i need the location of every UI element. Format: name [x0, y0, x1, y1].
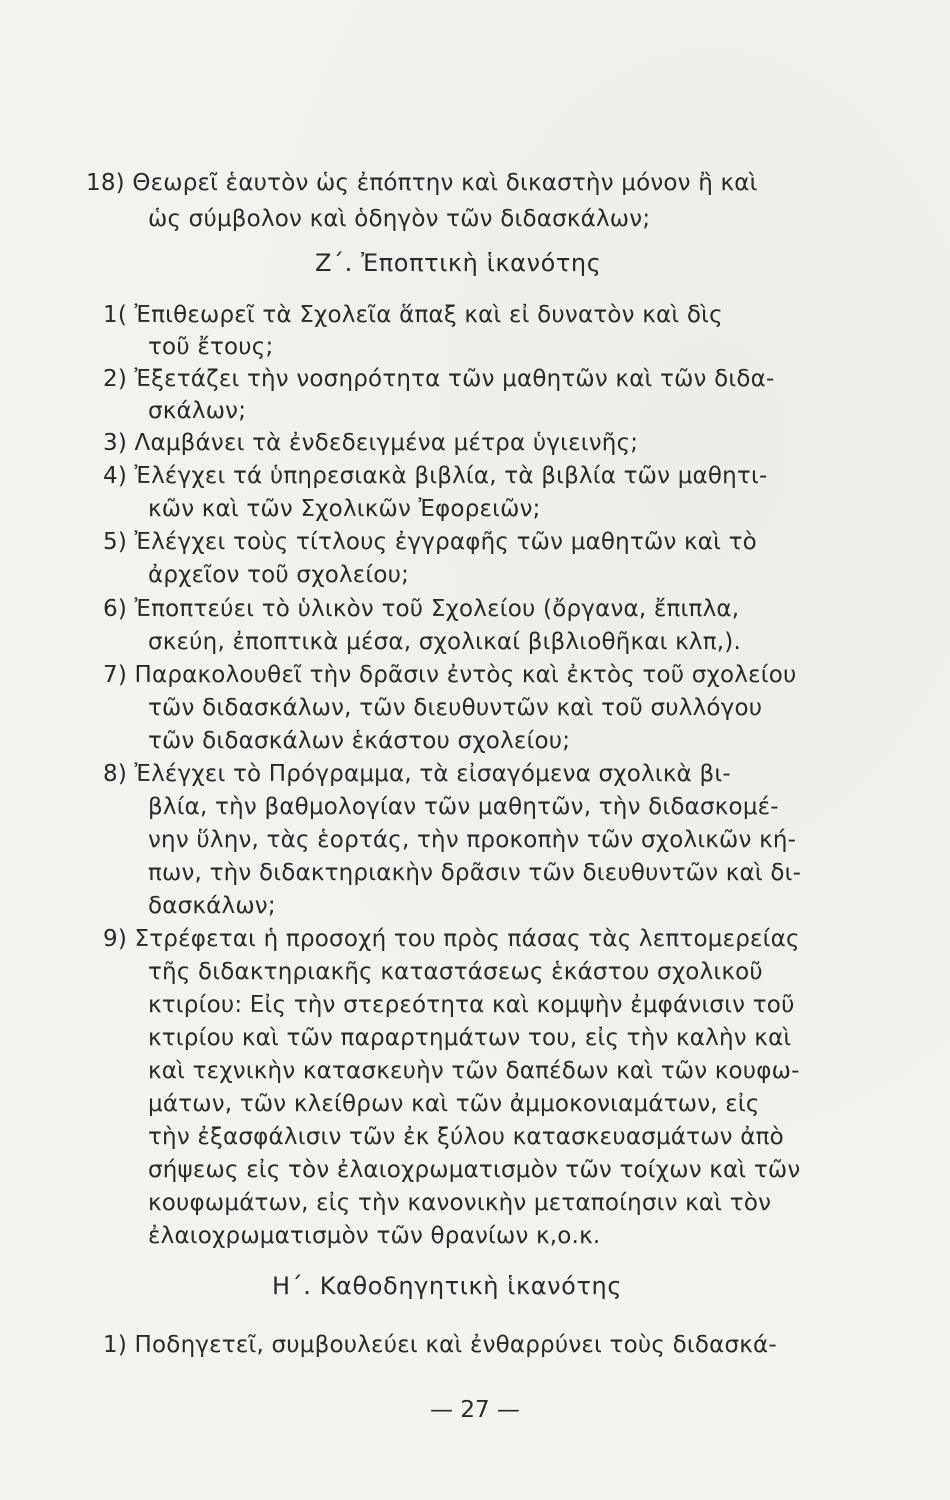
item-18-line-1 — [86, 168, 758, 198]
z-item-1-text-1: Ἐπιθεωρεῖ τὰ Σχολεῖα ἅπαξ καὶ εἰ δυνατὸν καὶ δὶς — [134, 302, 723, 328]
z-item-8-line-3: νην ὕλην, τὰς ἑορτάς, τὴν προκοπὴν τῶν σχολικῶν κή- — [148, 827, 797, 853]
z-item-9-line-10: ἐλαιοχρωματισμὸν τῶν θρανίων κ,ο.κ. — [148, 1223, 601, 1249]
z-item-9-line-2: τῆς διδακτηριακῆς καταστάσεως ἑκάστου σχολικοῦ — [148, 959, 763, 985]
z-item-9-number: 9) — [103, 926, 128, 952]
section-h-heading: Η΄. Καθοδηγητικὴ ἱκανότης — [272, 1272, 623, 1300]
item-18-text-1: Θεωρεῖ ἑαυτὸν ὡς ἐπόπτην καὶ δικαστὴν μόνον ἢ καὶ — [132, 170, 758, 196]
item-18-line-2: ὡς σύμβολον καὶ ὁδηγὸν τῶν διδασκάλων; — [148, 206, 651, 232]
z-item-3-line-1 — [103, 428, 638, 458]
z-item-5-line-1 — [103, 527, 757, 557]
z-item-1-line-1 — [103, 300, 723, 330]
z-item-3-text-1: Λαμβάνει τὰ ἐνδεδειγμένα μέτρα ὑγιεινῆς; — [134, 430, 639, 456]
z-item-8-line-1 — [103, 759, 731, 789]
z-item-8-number: 8) — [103, 761, 128, 787]
z-item-9-line-5: καὶ τεχνικὴν κατασκευὴν τῶν δαπέδων καὶ τῶν κουφω- — [148, 1058, 800, 1084]
z-item-5-line-2: ἀρχεῖον τοῦ σχολείου; — [148, 562, 410, 588]
z-item-2-text-1: Ἐξετάζει τὴν νοσηρότητα τῶν μαθητῶν καὶ τῶν διδα- — [134, 366, 775, 392]
h-item-1-text-1: Ποδηγετεῖ, συμβουλεύει καὶ ἐνθαρρύνει τοὺς διδασκά- — [134, 1332, 777, 1358]
z-item-9-line-3: κτιρίου: Εἰς τὴν στερεότητα καὶ κομψὴν ἐμφάνισιν τοῦ — [148, 992, 795, 1018]
z-item-9-line-4: κτιρίου καὶ τῶν παραρτημάτων του, εἰς τὴν καλὴν καὶ — [148, 1025, 792, 1051]
z-item-9-line-9: κουφωμάτων, εἰς τὴν κανονικὴν μεταποίησιν καὶ τὸν — [148, 1190, 772, 1216]
z-item-7-text-1: Παρακολουθεῖ τὴν δρᾶσιν ἐντὸς καὶ ἐκτὸς τοῦ σχολείου — [134, 662, 797, 688]
h-item-1-line-1 — [103, 1330, 777, 1360]
z-item-5-number: 5) — [103, 529, 128, 555]
z-item-8-line-5: δασκάλων; — [148, 893, 276, 919]
z-item-9-line-1 — [103, 924, 800, 954]
z-item-2-number: 2) — [103, 366, 128, 392]
z-item-7-line-3: τῶν διδασκάλων ἑκάστου σχολείου; — [148, 728, 571, 754]
h-item-1-number: 1) — [103, 1332, 128, 1358]
z-item-6-text-1: Ἐποπτεύει τὸ ὑλικὸν τοῦ Σχολείου (ὄργανα, ἔπιπλα, — [134, 596, 740, 622]
page-number: — 27 — — [430, 1397, 520, 1423]
z-item-6-line-1 — [103, 594, 739, 624]
z-item-8-line-4: πων, τὴν διδακτηριακὴν δρᾶσιν τῶν διευθυντῶν καὶ δι- — [148, 860, 802, 886]
z-item-4-text-1: Ἐλέγχει τά ὑπηρεσιακὰ βιβλία, τὰ βιβλία τῶν μαθητι- — [134, 463, 768, 489]
z-item-4-line-2: κῶν καὶ τῶν Σχολικῶν Ἐφορειῶν; — [148, 496, 541, 522]
z-item-8-line-2: βλία, τὴν βαθμολογίαν τῶν μαθητῶν, τὴν διδασκομέ- — [148, 794, 779, 820]
z-item-1-number: 1( — [103, 302, 128, 328]
z-item-9-line-8: σήψεως εἰς τὸν ἐλαιοχρωματισμὸν τῶν τοίχων καὶ τῶν — [148, 1157, 801, 1183]
section-z-heading: Ζ΄. Ἐποπτικὴ ἱκανότης — [315, 249, 602, 277]
z-item-6-number: 6) — [103, 596, 128, 622]
z-item-9-line-7: τὴν ἐξασφάλισιν τῶν ἐκ ξύλου κατασκευασμάτων ἀπὸ — [148, 1124, 784, 1150]
z-item-9-line-6: μάτων, τῶν κλείθρων καὶ τῶν ἀμμοκονιαμάτων, εἰς — [148, 1091, 760, 1117]
z-item-1-line-2: τοῦ ἔτους; — [148, 334, 274, 360]
z-item-7-line-1 — [103, 660, 797, 690]
z-item-3-number: 3) — [103, 430, 128, 456]
z-item-4-number: 4) — [103, 463, 128, 489]
z-item-7-number: 7) — [103, 662, 128, 688]
z-item-7-line-2: τῶν διδασκάλων, τῶν διευθυντῶν καὶ τοῦ συλλόγου — [148, 695, 763, 721]
z-item-4-line-1 — [103, 461, 767, 491]
z-item-9-text-1: Στρέφεται ἡ προσοχή του πρὸς πάσας τὰς λεπτομερείας — [134, 926, 800, 952]
item-18-number: 18) — [86, 170, 125, 196]
z-item-8-text-1: Ἐλέγχει τὸ Πρόγραμμα, τὰ εἰσαγόμενα σχολικὰ βι- — [134, 761, 731, 787]
z-item-2-line-2: σκάλων; — [148, 398, 247, 424]
z-item-2-line-1 — [103, 364, 775, 394]
z-item-6-line-2: σκεύη, ἐποπτικὰ μέσα, σχολικαί βιβλιοθῆκαι κλπ,). — [148, 629, 741, 655]
z-item-5-text-1: Ἐλέγχει τοὺς τίτλους ἐγγραφῆς τῶν μαθητῶν καὶ τὸ — [134, 529, 757, 555]
